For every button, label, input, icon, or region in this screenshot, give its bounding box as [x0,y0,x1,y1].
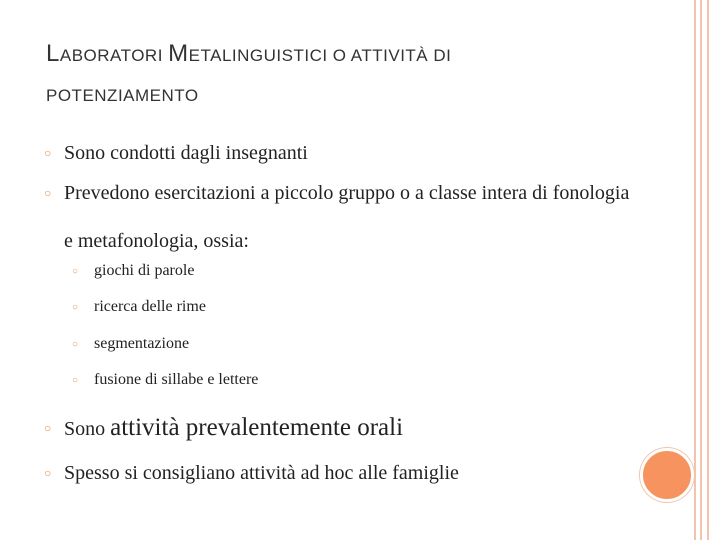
sub-bullet-text: giochi di parole [94,262,195,279]
bullet-marker-icon: ○ [44,146,52,160]
decorative-border-line [700,0,702,540]
bullet-marker-icon: ○ [44,421,52,435]
sub-bullet-marker-icon: ○ [72,339,79,350]
sub-bullet-marker-icon: ○ [72,375,79,386]
decorative-border-line [694,0,696,540]
sub-bullet-text: ricerca delle rime [94,298,206,315]
decorative-circle [640,448,694,502]
bullet-text: Spesso si consigliano attività ad hoc alle famiglie [64,462,459,484]
title-text: ETALINGUISTICI O ATTIVITÀ DI [188,46,452,65]
bullet-marker-icon: ○ [44,186,52,200]
bullet-text-large: attività prevalentemente orali [110,414,404,441]
title-initial: M [168,40,189,67]
bullet-marker-icon: ○ [44,466,52,480]
sub-bullet-text: fusione di sillabe e lettere [94,371,259,388]
sub-bullet-marker-icon: ○ [72,266,79,277]
title-text: ABORATORI [59,46,169,65]
slide-title [46,34,646,116]
sub-bullet-marker-icon: ○ [72,302,79,313]
decorative-border-line [707,0,709,540]
bullet-text: Prevedono esercitazioni a piccolo gruppo o a classe intera di fonologia e metafonologia, ossia: [64,182,630,252]
bullet-text-lead: Sono [64,418,111,440]
title-initial: L [46,40,60,67]
bullet-text: Sono condotti dagli insegnanti [64,142,308,164]
sub-bullet-text: segmentazione [94,335,190,352]
title-line-2: POTENZIAMENTO [46,86,199,105]
